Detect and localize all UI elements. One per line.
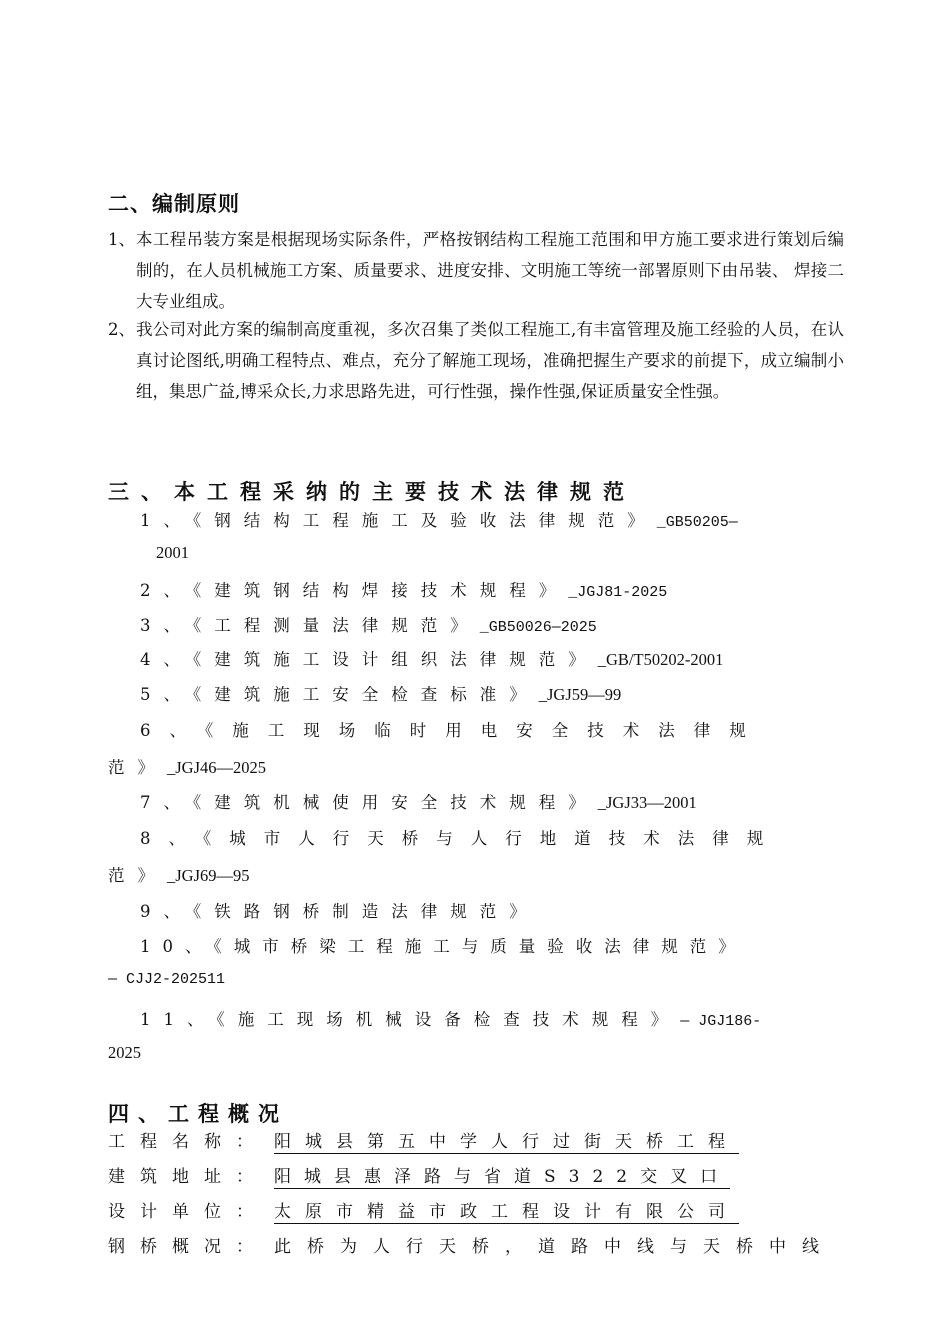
principle-item-1 (108, 224, 844, 317)
standard-name: 《铁路钢桥制造法律规范》 (193, 902, 539, 921)
standard-item-6-cont (108, 754, 266, 778)
standard-code: _JGJ69—95 (167, 866, 250, 885)
standard-item-3 (140, 612, 597, 636)
standard-code: _JGJ59—99 (538, 685, 622, 704)
standard-name-cont: 范》 (108, 758, 167, 777)
info-value: 阳城县惠泽路与省道S322交叉口 (274, 1162, 730, 1189)
standard-number: 11、 (140, 1010, 217, 1029)
standard-item-11 (140, 1006, 761, 1030)
info-label: 工程名称： (108, 1132, 268, 1152)
info-row-bridge-overview (108, 1232, 835, 1257)
standard-name-cont: 范》 (108, 866, 167, 885)
principle-item-1-text: 本工程吊装方案是根据现场实际条件，严格按钢结构工程施工范围和甲方施工要求进行策划后编制的，在人员机械施工方案、质量要求、进度安排、文明施工等统一部署原则下由吊装、 焊接二大专业组成。 (136, 230, 844, 311)
standard-code: — JGJ186- (680, 1013, 762, 1030)
standard-code: _GB50205— (656, 514, 738, 531)
standard-name: 《建筑机械使用安全技术规程》 (193, 793, 598, 812)
standard-item-1-cont: 2001 (156, 543, 189, 562)
standard-name: 《施工现场机械设备检查技术规程》 (216, 1010, 681, 1029)
standard-item-5 (140, 681, 621, 705)
info-row-project-name (108, 1127, 739, 1152)
info-label: 建筑地址： (108, 1167, 268, 1187)
standard-item-1 (140, 507, 738, 531)
standard-number: 3、 (140, 616, 193, 635)
info-label: 设计单位： (108, 1202, 268, 1222)
standard-number: 10、 (140, 937, 214, 956)
section-4-heading: 四、工程概况 (108, 1102, 288, 1126)
standard-number: 9、 (140, 902, 193, 921)
standard-item-10-cont: — CJJ2-202511 (108, 971, 226, 988)
principle-item-2-text: 我公司对此方案的编制高度重视，多次召集了类似工程施工,有丰富管理及施工经验的人员，在认真讨论图纸,明确工程特点、难点，充分了解施工现场，准确把握生产要求的前提下，成立编制小组，集思广益,博采众长,力求思路先进，可行性强，操作性强,保证质量安全性强。 (136, 320, 844, 401)
standard-name: 《城市人行天桥与人行地道技术法律规 (203, 829, 782, 848)
standard-name: 《钢结构工程施工及验收法律规范》 (193, 511, 657, 530)
standard-name: 《施工现场临时用电安全技术法律规 (205, 721, 765, 740)
info-row-designer (108, 1197, 739, 1222)
section-2-heading: 二、编制原则 (108, 192, 240, 216)
standard-name: 《建筑施工安全检查标准》 (193, 685, 539, 704)
standard-name: 《建筑施工设计组织法律规范》 (193, 650, 598, 669)
standard-item-7 (140, 789, 697, 813)
standard-item-9 (140, 898, 539, 922)
info-label: 钢桥概况： (108, 1237, 268, 1257)
standard-item-6 (140, 717, 765, 741)
standard-number: 1、 (140, 511, 193, 530)
standard-name: 《城市桥梁工程施工与质量验收法律规范》 (213, 937, 747, 956)
principle-item-2 (108, 314, 844, 407)
standard-number: 8、 (140, 829, 203, 848)
standard-code: _GB/T50202-2001 (597, 650, 724, 669)
info-value: 此桥为人行天桥，道路中线与天桥中线 (274, 1237, 835, 1257)
section-3-heading: 三、本工程采纳的主要技术法律规范 (108, 480, 636, 504)
standard-code: _JGJ46—2025 (167, 758, 267, 777)
info-row-address (108, 1162, 731, 1187)
standard-item-11-cont: 2025 (108, 1043, 141, 1062)
standard-number: 5、 (140, 685, 193, 704)
standard-number: 2、 (140, 581, 193, 600)
standard-number: 6、 (140, 721, 205, 740)
standard-code: _JGJ81-2025 (568, 584, 668, 601)
standard-code: _GB50026—2025 (479, 619, 597, 636)
standard-item-8 (140, 825, 781, 849)
standard-number: 7、 (140, 793, 193, 812)
standard-item-8-cont (108, 862, 250, 886)
principle-item-2-number: 2、 (108, 320, 135, 339)
info-value: 阳城县第五中学人行过街天桥工程 (274, 1127, 739, 1154)
standard-number: 4、 (140, 650, 193, 669)
standard-name: 《建筑钢结构焊接技术规程》 (193, 581, 569, 600)
standard-item-2 (140, 577, 667, 601)
principle-item-1-number: 1、 (108, 230, 135, 249)
standard-item-4 (140, 646, 723, 670)
standard-item-10 (140, 933, 747, 957)
info-value: 太原市精益市政工程设计有限公司 (274, 1197, 739, 1224)
standard-name: 《工程测量法律规范》 (193, 616, 480, 635)
standard-code: _JGJ33—2001 (597, 793, 697, 812)
